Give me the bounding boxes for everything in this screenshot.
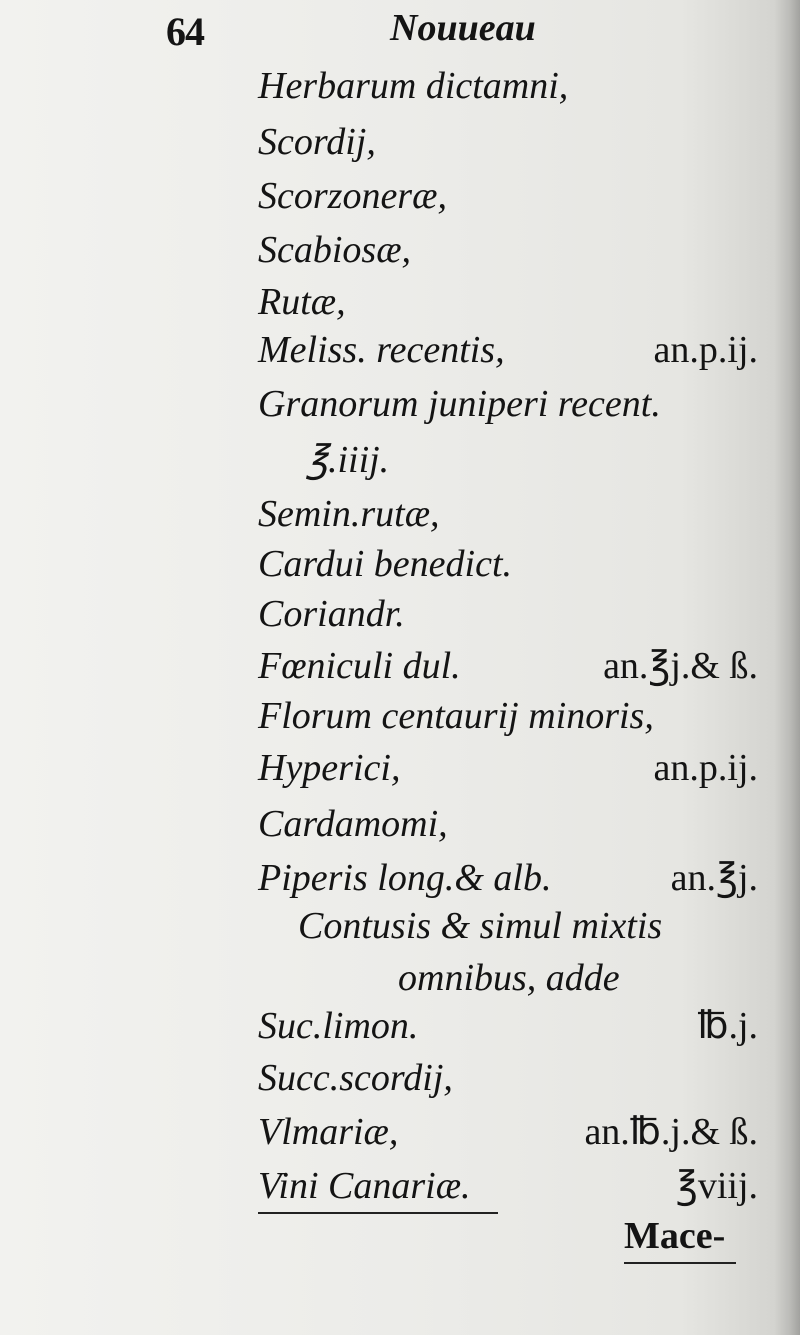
ingredient-text: Suc.limon. [258,1005,419,1047]
quantity-text: ℥viij. [675,1165,758,1207]
ingredient-text: Cardamomi, [258,803,448,845]
recipe-line [258,1104,758,1160]
recipe-line [258,376,758,432]
quantity-text: an.℥j.& ß. [603,645,758,687]
recipe-line [258,486,758,542]
recipe-line [258,322,758,378]
ingredient-text: Cardui benedict. [258,543,512,585]
ingredient-text: Hyperici, [258,747,401,789]
ingredient-text: Scordij, [258,121,376,163]
ingredient-text: Rutæ, [258,281,346,323]
quantity-text: an.p.ij. [653,747,758,789]
ingredient-text: ℥.iiij. [306,439,390,481]
underline-rule [258,1212,498,1214]
recipe-line [258,58,758,114]
recipe-line [258,536,758,592]
catchword-rule [624,1262,736,1264]
ingredient-text: Scorzoneræ, [258,175,447,217]
recipe-line [258,1158,758,1214]
recipe-line [258,998,758,1054]
recipe-line [258,796,758,852]
recipe-line [258,638,758,694]
ingredient-text: Coriandr. [258,593,405,635]
recipe-line [258,168,758,224]
quantity-text: an.℥j. [670,857,758,899]
page-gutter-shadow [774,0,800,1335]
recipe-line [258,898,758,954]
ingredient-text: Fœniculi dul. [258,645,461,687]
ingredient-text: Florum centaurij minoris, [258,695,654,737]
recipe-line [258,586,758,642]
recipe-line [258,688,758,744]
ingredient-text: Contusis & simul mixtis [298,905,663,947]
catchword: Mace- [624,1215,726,1257]
ingredient-text: omnibus, adde [398,957,620,999]
ingredient-text: Vini Canariæ. [258,1165,471,1207]
ingredient-text: Granorum juniperi recent. [258,383,661,425]
running-head: Nouueau [390,7,536,49]
quantity-text: an.℔.j.& ß. [584,1111,758,1153]
ingredient-text: Vlmariæ, [258,1111,399,1153]
ingredient-text: Meliss. recentis, [258,329,505,371]
quantity-text: ℔.j. [697,1005,758,1047]
ingredient-text: Scabiosæ, [258,229,412,271]
ingredient-text: Piperis long.& alb. [258,857,552,899]
recipe-line [258,114,758,170]
recipe-line [258,222,758,278]
page-number: 64 [166,9,204,54]
recipe-line [258,740,758,796]
quantity-text: an.p.ij. [653,329,758,371]
recipe-line [258,432,758,488]
ingredient-text: Succ.scordij, [258,1057,453,1099]
ingredient-text: Herbarum dictamni, [258,65,569,107]
recipe-line [258,1050,758,1106]
ingredient-text: Semin.rutæ, [258,493,440,535]
